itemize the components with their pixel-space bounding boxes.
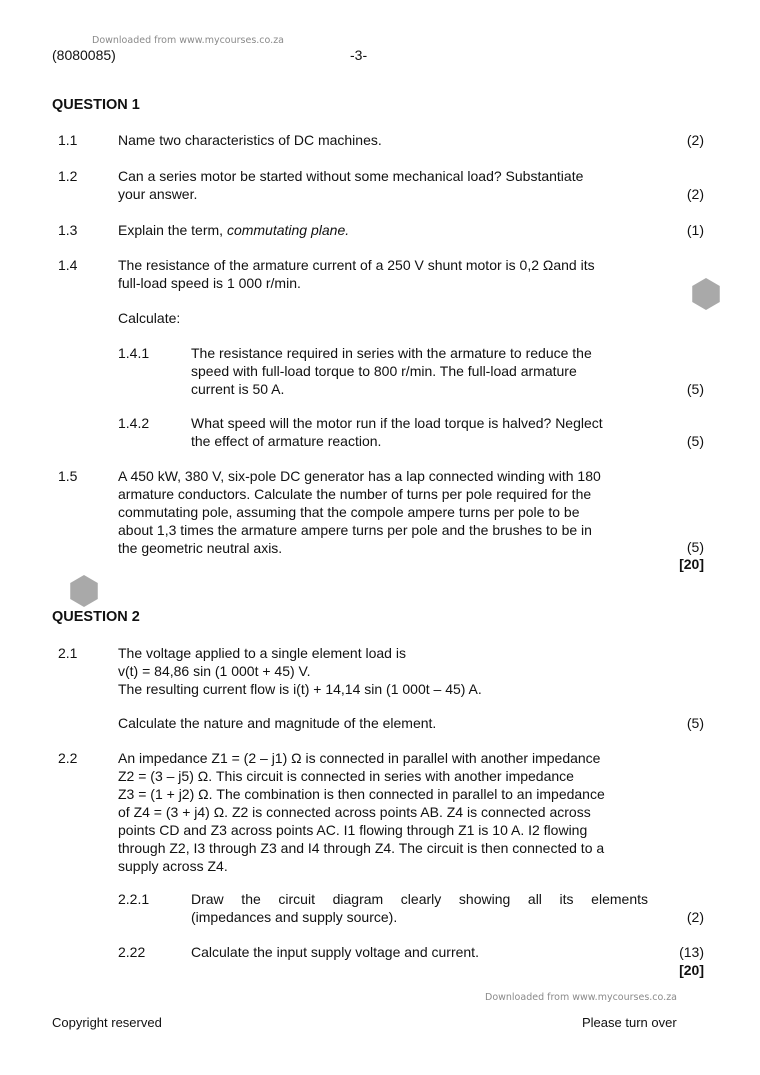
item-1-3-number: 1.3 xyxy=(58,222,78,238)
item-1-1-number: 1.1 xyxy=(58,132,78,148)
item-1-4-line: full-load speed is 1 000 r/min. xyxy=(118,275,301,291)
question-1-title: QUESTION 1 xyxy=(52,97,140,113)
item-1-4-2-line: the effect of armature reaction. xyxy=(191,433,382,449)
item-1-4-1-text xyxy=(191,344,648,398)
question-2-title: QUESTION 2 xyxy=(52,609,140,625)
paper-code: (8080085) xyxy=(52,47,116,63)
item-2-2-1-line: (impedances and supply source). xyxy=(191,909,398,925)
item-1-1-text: Name two characteristics of DC machines. xyxy=(118,132,382,148)
item-2-2-line: An impedance Z1 = (2 – j1) Ω is connected in parallel with another impedance xyxy=(118,750,601,766)
item-1-5-line: A 450 kW, 380 V, six-pole DC generator has a lap connected winding with 180 xyxy=(118,468,601,484)
item-1-2-line: your answer. xyxy=(118,186,198,202)
item-1-2-number: 1.2 xyxy=(58,168,78,184)
item-1-4-calculate: Calculate: xyxy=(118,310,181,326)
item-1-5-number: 1.5 xyxy=(58,468,78,484)
item-2-2-number: 2.2 xyxy=(58,750,78,766)
item-1-5-text xyxy=(118,467,648,557)
item-1-3-text-pre: Explain the term, xyxy=(118,222,227,238)
item-1-4-2-mark: (5) xyxy=(686,433,704,449)
item-1-2-line: Can a series motor be started without some mechanical load? Substantiate xyxy=(118,168,584,184)
page-number: -3- xyxy=(350,47,368,63)
item-2-2-1-text xyxy=(191,890,648,926)
item-1-1-mark: (2) xyxy=(686,132,704,148)
item-1-2-text xyxy=(118,167,648,203)
item-1-5-mark: (5) xyxy=(686,539,704,555)
item-1-4-1-number: 1.4.1 xyxy=(118,345,150,361)
item-1-4-1-mark: (5) xyxy=(686,381,704,397)
item-2-1-text xyxy=(118,644,648,698)
item-2-2-text xyxy=(118,749,648,875)
hexagon-mark xyxy=(690,278,722,310)
item-1-2-mark: (2) xyxy=(686,186,704,202)
item-1-4-line: The resistance of the armature current of a 250 V shunt motor is 0,2 Ωand its xyxy=(118,257,595,273)
item-2-1-calculate: Calculate the nature and magnitude of the element. xyxy=(118,715,437,731)
item-1-4-1-line: The resistance required in series with the armature to reduce the xyxy=(191,345,592,361)
item-1-4-text xyxy=(118,256,648,292)
item-1-4-number: 1.4 xyxy=(58,257,78,273)
item-2-22-text: Calculate the input supply voltage and current. xyxy=(191,944,479,960)
item-2-1-mark: (5) xyxy=(686,715,704,731)
item-2-2-1-mark: (2) xyxy=(686,909,704,925)
question-2-total: [20] xyxy=(679,962,704,978)
item-1-5-line: armature conductors. Calculate the number of turns per pole required for the xyxy=(118,486,592,502)
item-2-1-line: v(t) = 84,86 sin (1 000t + 45) V. xyxy=(118,663,311,679)
item-1-3-term: commutating plane. xyxy=(226,222,350,238)
item-2-2-line: Z3 = (1 + j2) Ω. The combination is then connected in parallel to an impedance xyxy=(118,786,605,802)
item-2-2-1-line: Draw the circuit diagram clearly showing all its elements xyxy=(191,891,648,907)
copyright-notice: Copyright reserved xyxy=(52,1015,162,1030)
item-1-4-2-number: 1.4.2 xyxy=(118,415,150,431)
item-1-4-1-line: current is 50 A. xyxy=(191,381,285,397)
item-2-2-line: supply across Z4. xyxy=(118,858,228,874)
turn-over-notice: Please turn over xyxy=(582,1015,677,1030)
item-1-4-2-line: What speed will the motor run if the load torque is halved? Neglect xyxy=(191,415,603,431)
item-1-5-line: the geometric neutral axis. xyxy=(118,540,283,556)
item-2-2-line: Z2 = (3 – j5) Ω. This circuit is connected in series with another impedance xyxy=(118,768,574,784)
item-2-2-1-number: 2.2.1 xyxy=(118,891,150,907)
item-2-1-number: 2.1 xyxy=(58,645,78,661)
item-1-5-line: commutating pole, assuming that the compole ampere turns per pole to be xyxy=(118,504,580,520)
item-2-1-line: The resulting current flow is i(t) + 14,14 sin (1 000t – 45) A. xyxy=(118,681,482,697)
watermark-top: Downloaded from www.mycourses.co.za xyxy=(92,35,284,46)
item-1-3-text xyxy=(118,221,648,239)
watermark-bottom: Downloaded from www.mycourses.co.za xyxy=(485,992,677,1003)
item-2-2-line: of Z4 = (3 + j4) Ω. Z2 is connected across points AB. Z4 is connected across xyxy=(118,804,591,820)
item-2-22-number: 2.22 xyxy=(118,944,146,960)
item-1-4-2-text xyxy=(191,414,648,450)
question-1-total: [20] xyxy=(679,556,704,572)
hexagon-mark xyxy=(68,575,100,607)
item-2-2-line: through Z2, I3 through Z3 and I4 through Z4. The circuit is then connected to a xyxy=(118,840,605,856)
item-2-2-line: points CD and Z3 across points AC. I1 flowing through Z1 is 10 A. I2 flowing xyxy=(118,822,588,838)
item-1-4-1-line: speed with full-load torque to 800 r/min. The full-load armature xyxy=(191,363,577,379)
item-2-22-mark: (13) xyxy=(679,944,704,960)
item-1-3-mark: (1) xyxy=(686,222,704,238)
item-2-1-line: The voltage applied to a single element load is xyxy=(118,645,406,661)
item-1-5-line: about 1,3 times the armature ampere turns per pole and the brushes to be in xyxy=(118,522,592,538)
